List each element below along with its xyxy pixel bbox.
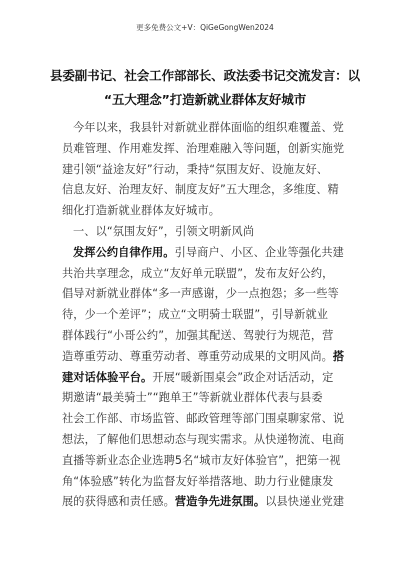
text-run: 造尊重劳动、尊重劳动者、尊重劳动成果的文明风尚。: [62, 349, 333, 363]
paragraph-line: [62, 368, 362, 389]
paragraph-line: 期邀请“最美骑士”“跑单王”等新就业群体代表与县委: [62, 391, 323, 405]
paragraph-line: 共治共享理念，成立“友好单元联盟”，发布友好公约，: [62, 266, 334, 280]
paragraph-line: 今年以来，我县针对新就业群体面临的组织难覆盖、党: [73, 121, 344, 134]
header-note: 更多免费公文+V：QiGeGongWen2024: [136, 23, 274, 32]
paragraph-line: 角“体验感”转化为监督友好举措落地、助力行业健康发: [62, 474, 334, 488]
text-run: 开展“暖新围桌会”政企对话活动，定: [152, 370, 334, 384]
bold-run: 营造争先进氛围。: [174, 495, 266, 509]
paragraph-line: 想法，了解他们思想动态与现实需求。从快递物流、电商: [62, 432, 345, 446]
document-title-line-2: “五大理念”打造新就业群体友好城市: [103, 92, 307, 107]
paragraph-line: [62, 492, 362, 513]
paragraph-line: 倡导对新就业群体“多一声感谢，少一点抱怨；多一些等: [62, 287, 339, 301]
bold-run: 建对话体验平台。: [62, 370, 153, 384]
paragraph-line: 社会工作部、市场监管、邮政管理等部门围桌聊家常、说: [62, 412, 345, 426]
paragraph-line: 信息友好、治理友好、制度友好”五大理念，多维度、精: [62, 183, 339, 197]
paragraph-line: 员难管理、作用难发挥、治理难融入等问题，创新实施党: [62, 141, 345, 155]
paragraph-line: 群体践行“小哥公约”，加强其配送、驾驶行为规范，营: [62, 328, 334, 342]
section-heading: 一、以“氛围友好”，引领文明新风尚: [73, 224, 255, 238]
paragraph-line: [62, 347, 362, 368]
text-run: 展的获得感和责任感。: [62, 495, 175, 509]
paragraph-line: [62, 243, 362, 264]
paragraph-line: 待，少一个差评”；成立“文明骑士联盟”，引导新就业: [62, 308, 329, 322]
bold-run: 发挥公约自律作用。: [73, 245, 175, 259]
document-body: [62, 118, 362, 513]
paragraph-line: 细化打造新就业群体友好城市。: [62, 204, 221, 218]
paragraph-line: 直播等新业态企业选聘5名“城市友好体验官”，把第一视: [62, 453, 341, 467]
text-run: 引导商户、小区、企业等强化共建: [174, 245, 344, 259]
document-title-line-1: 县委副书记、社会工作部部长、政法委书记交流发言：以: [49, 68, 360, 83]
paragraph-line: 建引领“益途友好”行动，秉持“氛围友好、设施友好、: [62, 162, 329, 176]
bold-run: 搭: [332, 349, 345, 363]
text-run: 以县快递业党建: [265, 495, 345, 509]
